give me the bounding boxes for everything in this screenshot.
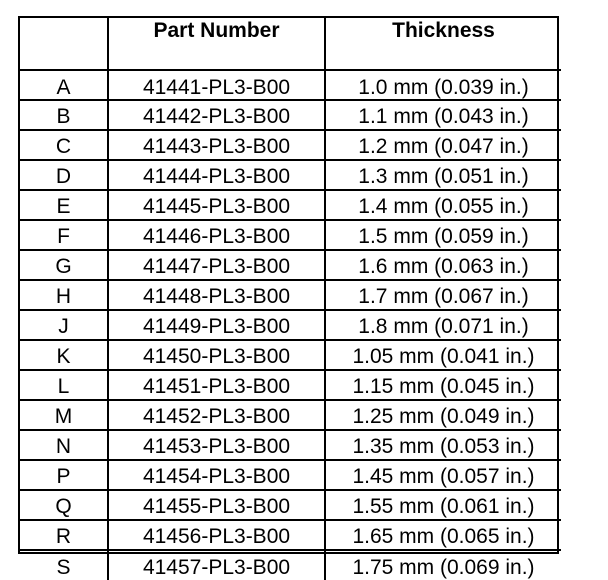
row-letter: M xyxy=(20,400,108,430)
row-thickness: 1.0 mm (0.039 in.) xyxy=(325,70,561,100)
row-part-number: 41454-PL3-B00 xyxy=(108,460,325,490)
parts-table-frame xyxy=(18,16,559,579)
header-part-number: Part Number xyxy=(108,18,325,70)
table-row xyxy=(20,100,561,130)
header-letter xyxy=(20,18,108,70)
table-row xyxy=(20,220,561,250)
row-letter: A xyxy=(20,70,108,100)
row-part-number: 41451-PL3-B00 xyxy=(108,370,325,400)
table-row xyxy=(20,550,561,580)
row-part-number: 41448-PL3-B00 xyxy=(108,280,325,310)
row-thickness: 1.25 mm (0.049 in.) xyxy=(325,400,561,430)
row-thickness: 1.5 mm (0.059 in.) xyxy=(325,220,561,250)
row-letter: P xyxy=(20,460,108,490)
table-row xyxy=(20,460,561,490)
row-thickness: 1.2 mm (0.047 in.) xyxy=(325,130,561,160)
table-body xyxy=(20,70,561,580)
table-row xyxy=(20,340,561,370)
row-thickness: 1.1 mm (0.043 in.) xyxy=(325,100,561,130)
row-part-number: 41452-PL3-B00 xyxy=(108,400,325,430)
table-row xyxy=(20,250,561,280)
row-part-number: 41457-PL3-B00 xyxy=(108,550,325,580)
row-part-number: 41443-PL3-B00 xyxy=(108,130,325,160)
row-thickness: 1.55 mm (0.061 in.) xyxy=(325,490,561,520)
table-row xyxy=(20,370,561,400)
row-part-number: 41449-PL3-B00 xyxy=(108,310,325,340)
row-letter: Q xyxy=(20,490,108,520)
table-row xyxy=(20,520,561,550)
table-row xyxy=(20,280,561,310)
table-row xyxy=(20,70,561,100)
row-part-number: 41444-PL3-B00 xyxy=(108,160,325,190)
parts-table xyxy=(20,18,561,580)
row-part-number: 41447-PL3-B00 xyxy=(108,250,325,280)
row-part-number: 41456-PL3-B00 xyxy=(108,520,325,550)
table-header-row xyxy=(20,18,561,70)
row-thickness: 1.15 mm (0.045 in.) xyxy=(325,370,561,400)
row-letter: K xyxy=(20,340,108,370)
header-thickness: Thickness xyxy=(325,18,561,70)
row-thickness: 1.05 mm (0.041 in.) xyxy=(325,340,561,370)
row-letter: C xyxy=(20,130,108,160)
table-row xyxy=(20,430,561,460)
row-part-number: 41441-PL3-B00 xyxy=(108,70,325,100)
row-letter: E xyxy=(20,190,108,220)
row-part-number: 41455-PL3-B00 xyxy=(108,490,325,520)
row-thickness: 1.35 mm (0.053 in.) xyxy=(325,430,561,460)
row-letter: N xyxy=(20,430,108,460)
row-part-number: 41450-PL3-B00 xyxy=(108,340,325,370)
table-row xyxy=(20,310,561,340)
table-row xyxy=(20,490,561,520)
row-letter: G xyxy=(20,250,108,280)
table-row xyxy=(20,160,561,190)
row-thickness: 1.65 mm (0.065 in.) xyxy=(325,520,561,550)
table-row xyxy=(20,190,561,220)
table-row xyxy=(20,400,561,430)
row-letter: R xyxy=(20,520,108,550)
row-part-number: 41442-PL3-B00 xyxy=(108,100,325,130)
row-thickness: 1.45 mm (0.057 in.) xyxy=(325,460,561,490)
row-thickness: 1.4 mm (0.055 in.) xyxy=(325,190,561,220)
row-letter: S xyxy=(20,550,108,580)
row-thickness: 1.6 mm (0.063 in.) xyxy=(325,250,561,280)
row-thickness: 1.75 mm (0.069 in.) xyxy=(325,550,561,580)
row-letter: D xyxy=(20,160,108,190)
row-part-number: 41445-PL3-B00 xyxy=(108,190,325,220)
row-letter: J xyxy=(20,310,108,340)
row-letter: F xyxy=(20,220,108,250)
row-letter: H xyxy=(20,280,108,310)
table-row xyxy=(20,130,561,160)
row-part-number: 41453-PL3-B00 xyxy=(108,430,325,460)
row-letter: B xyxy=(20,100,108,130)
row-letter: L xyxy=(20,370,108,400)
row-thickness: 1.8 mm (0.071 in.) xyxy=(325,310,561,340)
row-thickness: 1.7 mm (0.067 in.) xyxy=(325,280,561,310)
row-thickness: 1.3 mm (0.051 in.) xyxy=(325,160,561,190)
row-part-number: 41446-PL3-B00 xyxy=(108,220,325,250)
